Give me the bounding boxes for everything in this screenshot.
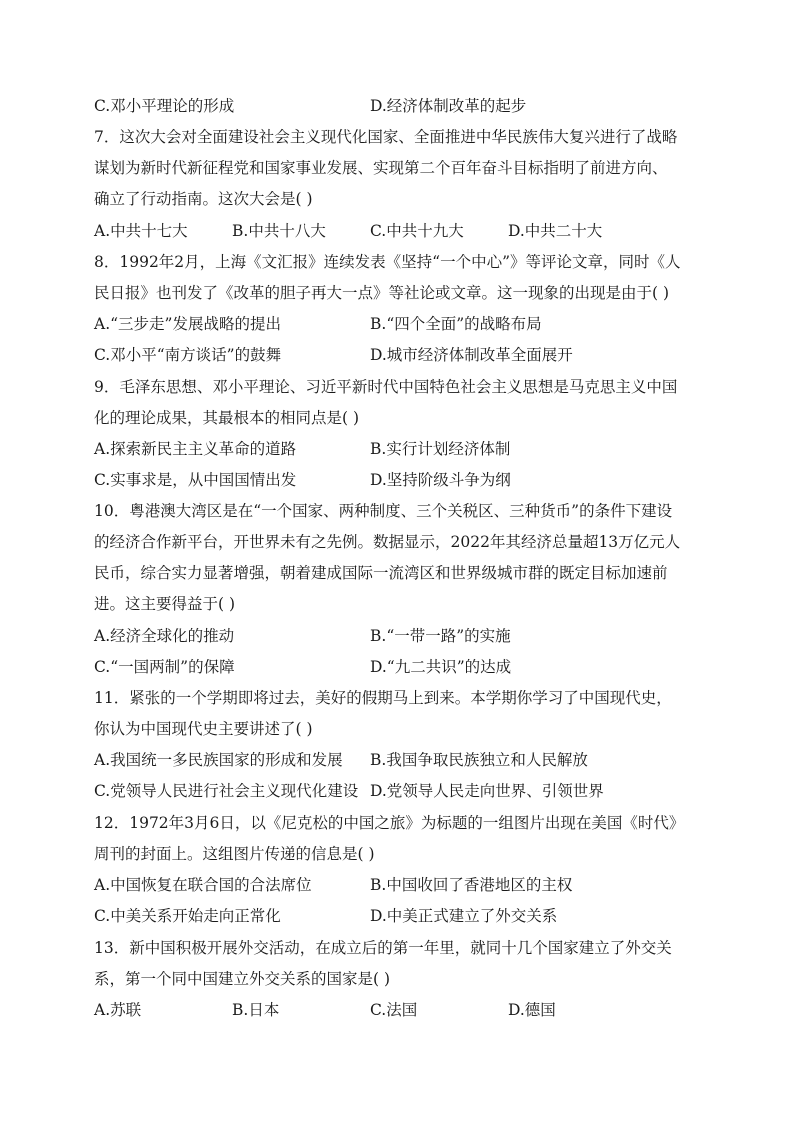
q6-option-c: C.邓小平理论的形成 (94, 97, 235, 115)
q9-stem-line-1: 9．毛泽东思想、邓小平理论、习近平新时代中国特色社会主义思想是马克思主义中国 (94, 378, 678, 396)
q7-options (94, 220, 704, 242)
q11-option-b: B.我国争取民族独立和人民解放 (370, 751, 588, 769)
q11-option-a: A.我国统一多民族国家的形成和发展 (94, 751, 343, 769)
q12-options-row-1 (94, 874, 704, 896)
q7-option-b: B.中共十八大 (232, 222, 326, 240)
q7-option-a: A.中共十七大 (94, 222, 188, 240)
q7-option-d: D.中共二十大 (508, 222, 603, 240)
q12-option-c: C.中美关系开始走向正常化 (94, 907, 281, 925)
q7-stem-line-3: 确立了行动指南。这次大会是( ) (94, 190, 313, 208)
q8-stem-line-1: 8．1992年2月，上海《文汇报》连续发表《坚持“一个中心”》等评论文章，同时《人 (94, 253, 681, 271)
q12-option-b: B.中国收回了香港地区的主权 (370, 876, 573, 894)
q13-option-c: C.法国 (370, 1001, 418, 1019)
q6-options (94, 95, 704, 117)
q9-option-a: A.探索新民主主义革命的道路 (94, 440, 297, 458)
q9-stem-line-2: 化的理论成果，其最根本的相同点是( ) (94, 409, 360, 427)
q12-stem-line-2: 周刊的封面上。这组图片传递的信息是( ) (94, 845, 375, 863)
q9-option-d: D.坚持阶级斗争为纲 (370, 471, 511, 489)
q10-options-row-1 (94, 625, 704, 647)
q10-option-c: C.“一国两制”的保障 (94, 658, 235, 676)
q11-option-c: C.党领导人民进行社会主义现代化建设 (94, 782, 359, 800)
q10-option-d: D.“九二共识”的达成 (370, 658, 512, 676)
q10-options-row-2 (94, 656, 704, 678)
q10-option-a: A.经济全球化的推动 (94, 627, 235, 645)
q12-stem-line-1: 12．1972年3月6日，以《尼克松的中国之旅》为标题的一组图片出现在美国《时代》 (94, 814, 685, 832)
q9-option-b: B.实行计划经济体制 (370, 440, 511, 458)
q12-option-d: D.中美正式建立了外交关系 (370, 907, 558, 925)
q13-stem-line-1: 13．新中国积极开展外交活动，在成立后的第一年里，就同十几个国家建立了外交关 (94, 939, 672, 957)
q7-option-c: C.中共十九大 (370, 222, 464, 240)
q7-stem-line-2: 谋划为新时代新征程党和国家事业发展、实现第二个百年奋斗目标指明了前进方向、 (94, 159, 668, 177)
q11-options-row-2 (94, 780, 704, 802)
q13-stem-line-2: 系，第一个同中国建立外交关系的国家是( ) (94, 970, 391, 988)
q11-option-d: D.党领导人民走向世界、引领世界 (370, 782, 604, 800)
q9-options-row-2 (94, 469, 704, 491)
q9-option-c: C.实事求是，从中国国情出发 (94, 471, 297, 489)
q10-stem-line-4: 进。这主要得益于( ) (94, 595, 236, 613)
q8-option-c: C.邓小平“南方谈话”的鼓舞 (94, 346, 282, 364)
q8-options-row-2 (94, 344, 704, 366)
q13-option-a: A.苏联 (94, 1001, 142, 1019)
q11-stem-line-2: 你认为中国现代史主要讲述了( ) (94, 720, 313, 738)
q8-option-d: D.城市经济体制改革全面展开 (370, 346, 573, 364)
q9-options-row-1 (94, 438, 704, 460)
q6-option-d: D.经济体制改革的起步 (370, 97, 527, 115)
q13-option-b: B.日本 (232, 1001, 280, 1019)
q10-stem-line-2: 的经济合作新平台，开世界未有之先例。数据显示，2022年其经济总量超13万亿元人 (94, 533, 681, 551)
q12-options-row-2 (94, 905, 704, 927)
q13-options (94, 999, 704, 1021)
q11-options-row-1 (94, 749, 704, 771)
q7-stem-line-1: 7．这次大会对全面建设社会主义现代化国家、全面推进中华民族伟大复兴进行了战略 (94, 128, 678, 146)
q12-option-a: A.中国恢复在联合国的合法席位 (94, 876, 312, 894)
q8-option-a: A.“三步走”发展战略的提出 (94, 315, 281, 333)
q11-stem-line-1: 11．紧张的一个学期即将过去，美好的假期马上到来。本学期你学习了中国现代史， (94, 689, 672, 707)
q8-options-row-1 (94, 313, 704, 335)
q8-stem-line-2: 民日报》也刊发了《改革的胆子再大一点》等社论或文章。这一现象的出现是由于( ) (94, 284, 670, 302)
q10-stem-line-3: 民币，综合实力显著增强，朝着建成国际一流湾区和世界级城市群的既定目标加速前 (94, 564, 668, 582)
q10-option-b: B.“一带一路”的实施 (370, 627, 511, 645)
q10-stem-line-1: 10．粤港澳大湾区是在“一个国家、两种制度、三个关税区、三种货币”的条件下建设 (94, 502, 673, 520)
q8-option-b: B.“四个全面”的战略布局 (370, 315, 542, 333)
q13-option-d: D.德国 (508, 1001, 556, 1019)
